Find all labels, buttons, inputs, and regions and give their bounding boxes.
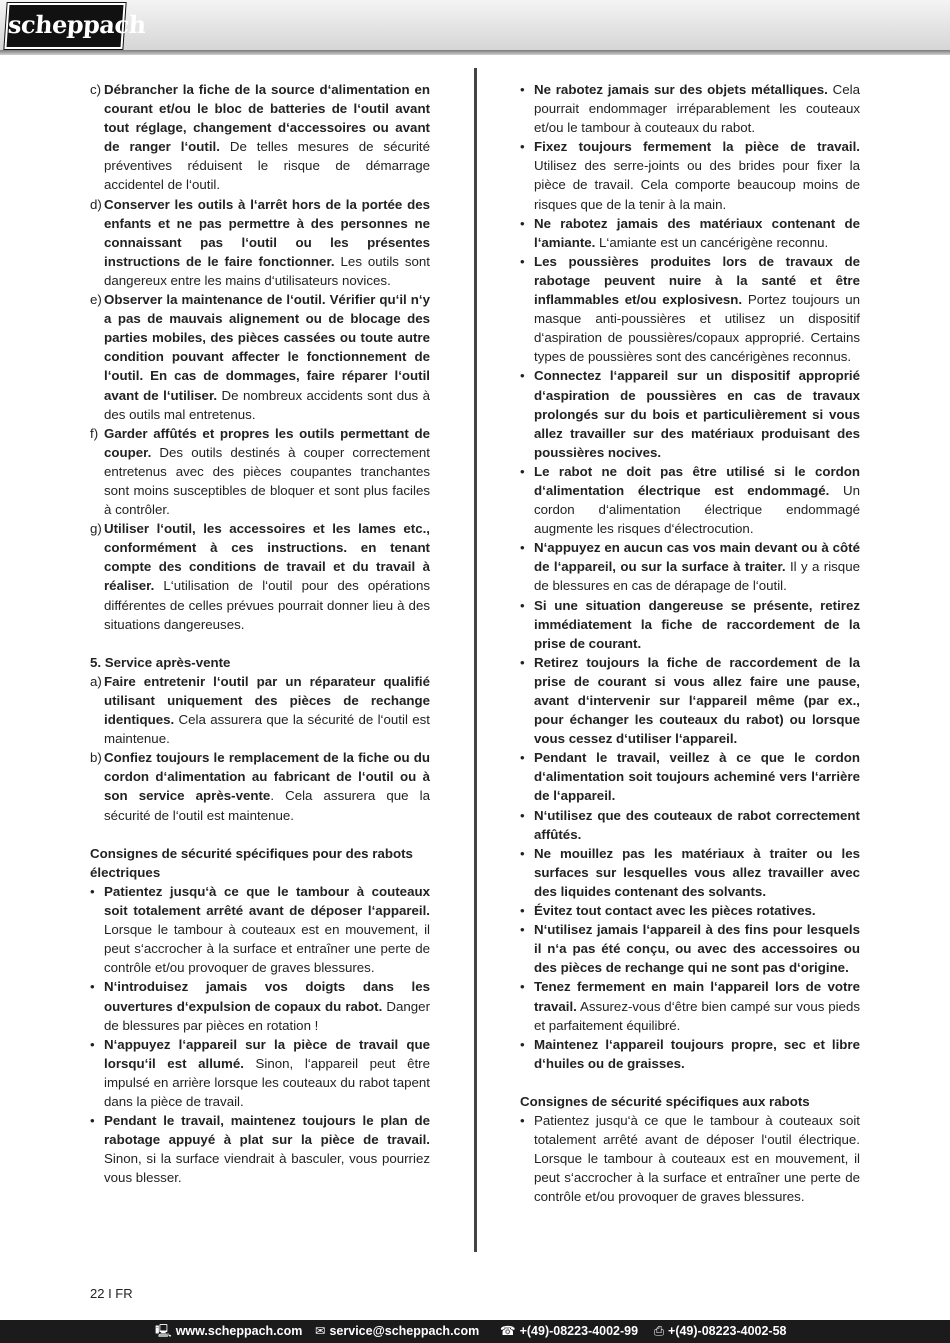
item-emphasis: N‘appuyez en aucun cas vos main devant ou à côté de l‘appareil, ou sur la surface à traiter. — [534, 540, 860, 575]
bullet-item — [520, 901, 860, 920]
page-number: 22 I FR — [90, 1286, 133, 1301]
list-marker: • — [520, 903, 525, 919]
item-text: Des outils destinés à couper correctement entretenus avec des pièces coupantes tranchantes sont moins susceptibles de bloquer et sont plus faciles à contrôler. — [104, 444, 430, 518]
list-marker: g) — [90, 521, 102, 537]
item-emphasis: N‘appuyez l‘appareil sur la pièce de travail que lorsqu‘il est allumé. — [104, 1036, 430, 1071]
item-emphasis: Tenez fermement en main l‘appareil lors de votre travail. — [534, 979, 860, 1014]
bullet-item — [520, 1035, 860, 1073]
list-marker: • — [520, 215, 525, 231]
list-marker: • — [520, 845, 525, 861]
section-heading: Consignes de sécurité spécifiques pour des rabots électriques — [90, 845, 413, 880]
item-emphasis: Ne rabotez jamais sur des objets métalliques. — [534, 82, 828, 97]
item-text: Il y a risque de blessures en cas de dérapage de l‘outil. — [534, 559, 860, 594]
item-text: L‘utilisation de l‘outil pour des opérations différentes de celles prévues pourrait donner lieu à des situations dangereuses. — [104, 578, 430, 632]
computer-icon: 🖳 — [155, 1324, 172, 1338]
bullet-item — [520, 977, 860, 1034]
item-emphasis: N‘introduisez jamais vos doigts dans les ouvertures d‘expulsion de copaux du rabot. — [104, 979, 430, 1014]
envelope-icon: ✉ — [315, 1324, 326, 1338]
bullet-item — [520, 252, 860, 367]
page-header — [0, 0, 950, 50]
bullet-item — [520, 596, 860, 653]
list-item — [90, 519, 430, 634]
list-item — [90, 424, 430, 519]
item-emphasis: Pendant le travail, veillez à ce que le cordon d‘alimentation soit toujours acheminé vers l‘arrière de l‘appareil. — [534, 750, 860, 804]
item-emphasis: Conserver les outils à l‘arrêt hors de la portée des enfants et ne pas permettre à des personnes ne connaissant pas l‘outil ou les présentes instructions de le faire fonctionner. — [104, 196, 430, 269]
list-marker: • — [520, 922, 525, 938]
bullet-item — [520, 80, 860, 137]
item-text: Lorsque le tambour à couteaux est en mouvement, il peut s‘accrocher à la surface et entraîner une perte de contrôle et/ou provoquer de graves blessures. — [104, 922, 430, 976]
bullet-item — [520, 137, 860, 213]
bullet-item — [520, 214, 860, 252]
item-emphasis: Fixez toujours fermement la pièce de travail. — [534, 139, 860, 155]
item-emphasis: Connectez l‘appareil sur un dispositif approprié d‘aspiration de poussières en cas de travaux prolongés sur du bois et particulièrement si vous allez travailler sur des matériaux produisant des poussières nocives. — [534, 368, 860, 460]
list-marker: • — [520, 979, 525, 995]
item-emphasis: Retirez toujours la fiche de raccordement de la prise de courant si vous allez faire une pause, avant d‘intervenir sur l‘appareil même (par ex., pour échanger les couteaux du rabot) ou lorsque vous cessez d‘utiliser l‘appareil. — [534, 654, 860, 747]
list-item — [90, 748, 430, 824]
phone-icon: ☎ — [500, 1324, 516, 1338]
bullet-item — [90, 1035, 430, 1111]
list-marker: • — [520, 139, 525, 155]
list-marker: • — [90, 979, 95, 995]
item-emphasis: Garder affûtés et propres les outils permettant de couper. — [104, 425, 430, 460]
list-marker: • — [520, 807, 525, 823]
list-marker: d) — [90, 196, 102, 212]
item-text: Sinon, si la surface viendrait à basculer, vous pourriez vous blesser. — [104, 1151, 430, 1186]
item-emphasis: Ne rabotez jamais des matériaux contenant de l‘amiante. — [534, 215, 860, 250]
item-text: Un cordon d‘alimentation électrique endommagé augmente les risques d‘électrocution. — [534, 482, 860, 537]
item-emphasis: Si une situation dangereuse se présente, retirez immédiatement la fiche de raccordement de la prise de courant. — [534, 597, 860, 651]
item-text: Assurez-vous d‘être bien campé sur vous pieds et parfaitement équilibré. — [534, 998, 860, 1033]
item-emphasis: Les poussières produites lors de travaux de rabotage peuvent nuire à la santé et être inflammables et/ou explosivesn. — [534, 253, 860, 308]
item-emphasis: Ne mouillez pas les matériaux à traiter ou les surfaces sur lesquelles vous allez travailler avec des liquides contenant des solvants. — [534, 845, 860, 899]
bullet-item — [520, 1111, 860, 1206]
list-marker: • — [520, 597, 525, 613]
bullet-item — [90, 977, 430, 1034]
paragraph-gap — [90, 634, 430, 653]
item-text: L‘amiante est un cancérigène reconnu. — [595, 234, 829, 250]
item-emphasis: Maintenez l‘appareil toujours propre, sec et libre d‘huiles ou de graisses. — [534, 1036, 860, 1071]
list-marker: • — [520, 540, 525, 556]
bullet-item — [520, 366, 860, 461]
right-column — [520, 80, 860, 1207]
item-emphasis: Pendant le travail, maintenez toujours le plan de rabotage appuyé à plat sur la pièce de travail. — [104, 1113, 430, 1148]
page-footer — [0, 1320, 950, 1343]
list-marker: b) — [90, 750, 102, 766]
bullet-item — [90, 882, 430, 977]
section-heading: 5. Service après-vente — [90, 654, 231, 670]
bullet-item — [520, 844, 860, 901]
bullet-item — [520, 748, 860, 805]
item-text: De telles mesures de sécurité préventives réduisent le risque de démarrage accidentel de l‘outil. — [104, 139, 430, 193]
item-text: Danger de blessures par pièces en rotation ! — [104, 998, 430, 1033]
item-emphasis: Patientez jusqu‘à ce que le tambour à couteaux soit totalement arrêté avant de déposer l‘appareil. — [104, 883, 430, 919]
item-text: De nombreux accidents sont dus à des outils mal entretenus. — [104, 387, 431, 422]
paragraph-gap — [520, 1073, 860, 1092]
left-column — [90, 80, 430, 1187]
list-marker: • — [520, 82, 525, 97]
item-emphasis: N‘utilisez jamais l‘appareil à des fins pour lesquels il n‘a pas été conçu, ou avec des accessoires ou des pièces de rechange qui ne sont pas d‘origine. — [534, 922, 860, 976]
list-marker: • — [520, 253, 525, 269]
item-text: Portez toujours un masque anti-poussières et utilisez un dispositif d‘aspiration de poussières/copaux approprié. Certains types de poussières sont des cancérigènes reconnus. — [534, 292, 861, 365]
item-emphasis: Observer la maintenance de l‘outil. Vérifier qu‘il n‘y a pas de mauvais alignement ou de blocage des parties mobiles, des pièces cassées ou toute autre condition pouvant affecter le fonctionnement de l‘outil. En cas de dommages, faire réparer l‘outil avant de l‘utiliser. — [104, 292, 430, 403]
item-text: Sinon, l‘appareil peut être impulsé en arrière lorsque les couteaux du rabot tapent dans la pièce de travail. — [104, 1055, 431, 1109]
paragraph-gap — [90, 825, 430, 844]
list-marker: • — [520, 368, 525, 384]
list-item — [90, 672, 430, 748]
section-heading: Consignes de sécurité spécifiques aux rabots — [520, 1093, 810, 1109]
item-text: Utilisez des serre-joints ou des brides pour fixer la pièce de travail. Cela comporte beaucoup moins de risques que de la tenir à la main. — [534, 158, 860, 212]
list-marker: • — [520, 1113, 525, 1129]
item-emphasis: N‘utilisez que des couteaux de rabot correctement affûtés. — [534, 807, 860, 842]
list-marker: • — [520, 463, 525, 479]
item-text: Patientez jusqu‘à ce que le tambour à couteaux soit totalement arrêté avant de déposer l‘outil électrique. Lorsque le tambour à couteaux est en mouvement, il peut s‘accrocher à la surface et entraîner une perte de contrôle et/ou provoquer de graves blessures. — [534, 1113, 860, 1205]
list-marker: • — [520, 750, 525, 766]
footer-phone: ☎ +(49)-08223-4002-99 — [500, 1324, 639, 1338]
footer-web[interactable]: 🖳 www.scheppach.com — [155, 1324, 303, 1338]
fax-icon: ⎙ — [654, 1324, 665, 1338]
header-divider — [0, 50, 950, 55]
footer-email[interactable]: ✉ service@scheppach.com — [315, 1324, 480, 1338]
column-divider — [474, 68, 477, 1252]
list-item — [90, 290, 430, 424]
list-marker: e) — [90, 292, 102, 308]
item-emphasis: Utiliser l‘outil, les accessoires et les lames etc., conformément à ces instructions. en tenant compte des conditions de travail et du travail à réaliser. — [104, 521, 430, 594]
footer-fax: ⎙ +(49)-08223-4002-58 — [654, 1324, 787, 1338]
list-marker: • — [90, 883, 95, 899]
list-item — [90, 195, 430, 290]
item-emphasis: Confiez toujours le remplacement de la fiche ou du cordon d‘alimentation au fabricant de l‘outil ou à son service après-vente — [104, 750, 430, 804]
bullet-item — [90, 1111, 430, 1187]
item-text: Les outils sont dangereux entre les mains d‘utilisateurs novices. — [104, 253, 430, 288]
list-marker: c) — [90, 82, 102, 97]
item-text: . Cela assurera que la sécurité de l‘outil est maintenue. — [104, 788, 430, 823]
list-marker: • — [520, 654, 525, 670]
list-marker: • — [90, 1036, 95, 1052]
bullet-item — [520, 653, 860, 748]
list-marker: a) — [90, 673, 102, 689]
bullet-item — [520, 806, 860, 844]
bullet-item — [520, 462, 860, 538]
list-marker: • — [520, 1036, 525, 1052]
list-marker: f) — [90, 425, 99, 441]
brand-logo: scheppach — [4, 3, 125, 49]
item-emphasis: Faire entretenir l‘outil par un réparateur qualifié utilisant uniquement des pièces de rechange identiques. — [104, 673, 430, 728]
bullet-item — [520, 920, 860, 977]
bullet-item — [520, 538, 860, 595]
item-emphasis: Débrancher la fiche de la source d‘alimentation en courant et/ou le bloc de batteries de l‘outil avant tout réglage, changement d‘accessoires ou avant de ranger l‘outil. — [104, 82, 430, 155]
item-emphasis: Évitez tout contact avec les pièces rotatives. — [534, 903, 816, 919]
list-marker: • — [90, 1113, 95, 1129]
item-text: Cela assurera que la sécurité de l‘outil est maintenue. — [104, 712, 430, 747]
item-emphasis: Le rabot ne doit pas être utilisé si le cordon d‘alimentation électrique est endommagé. — [534, 463, 860, 498]
list-item — [90, 80, 430, 195]
item-text: Cela pourrait endommager irréparablement les couteaux et/ou le tambour à couteaux du rabot. — [534, 82, 861, 136]
